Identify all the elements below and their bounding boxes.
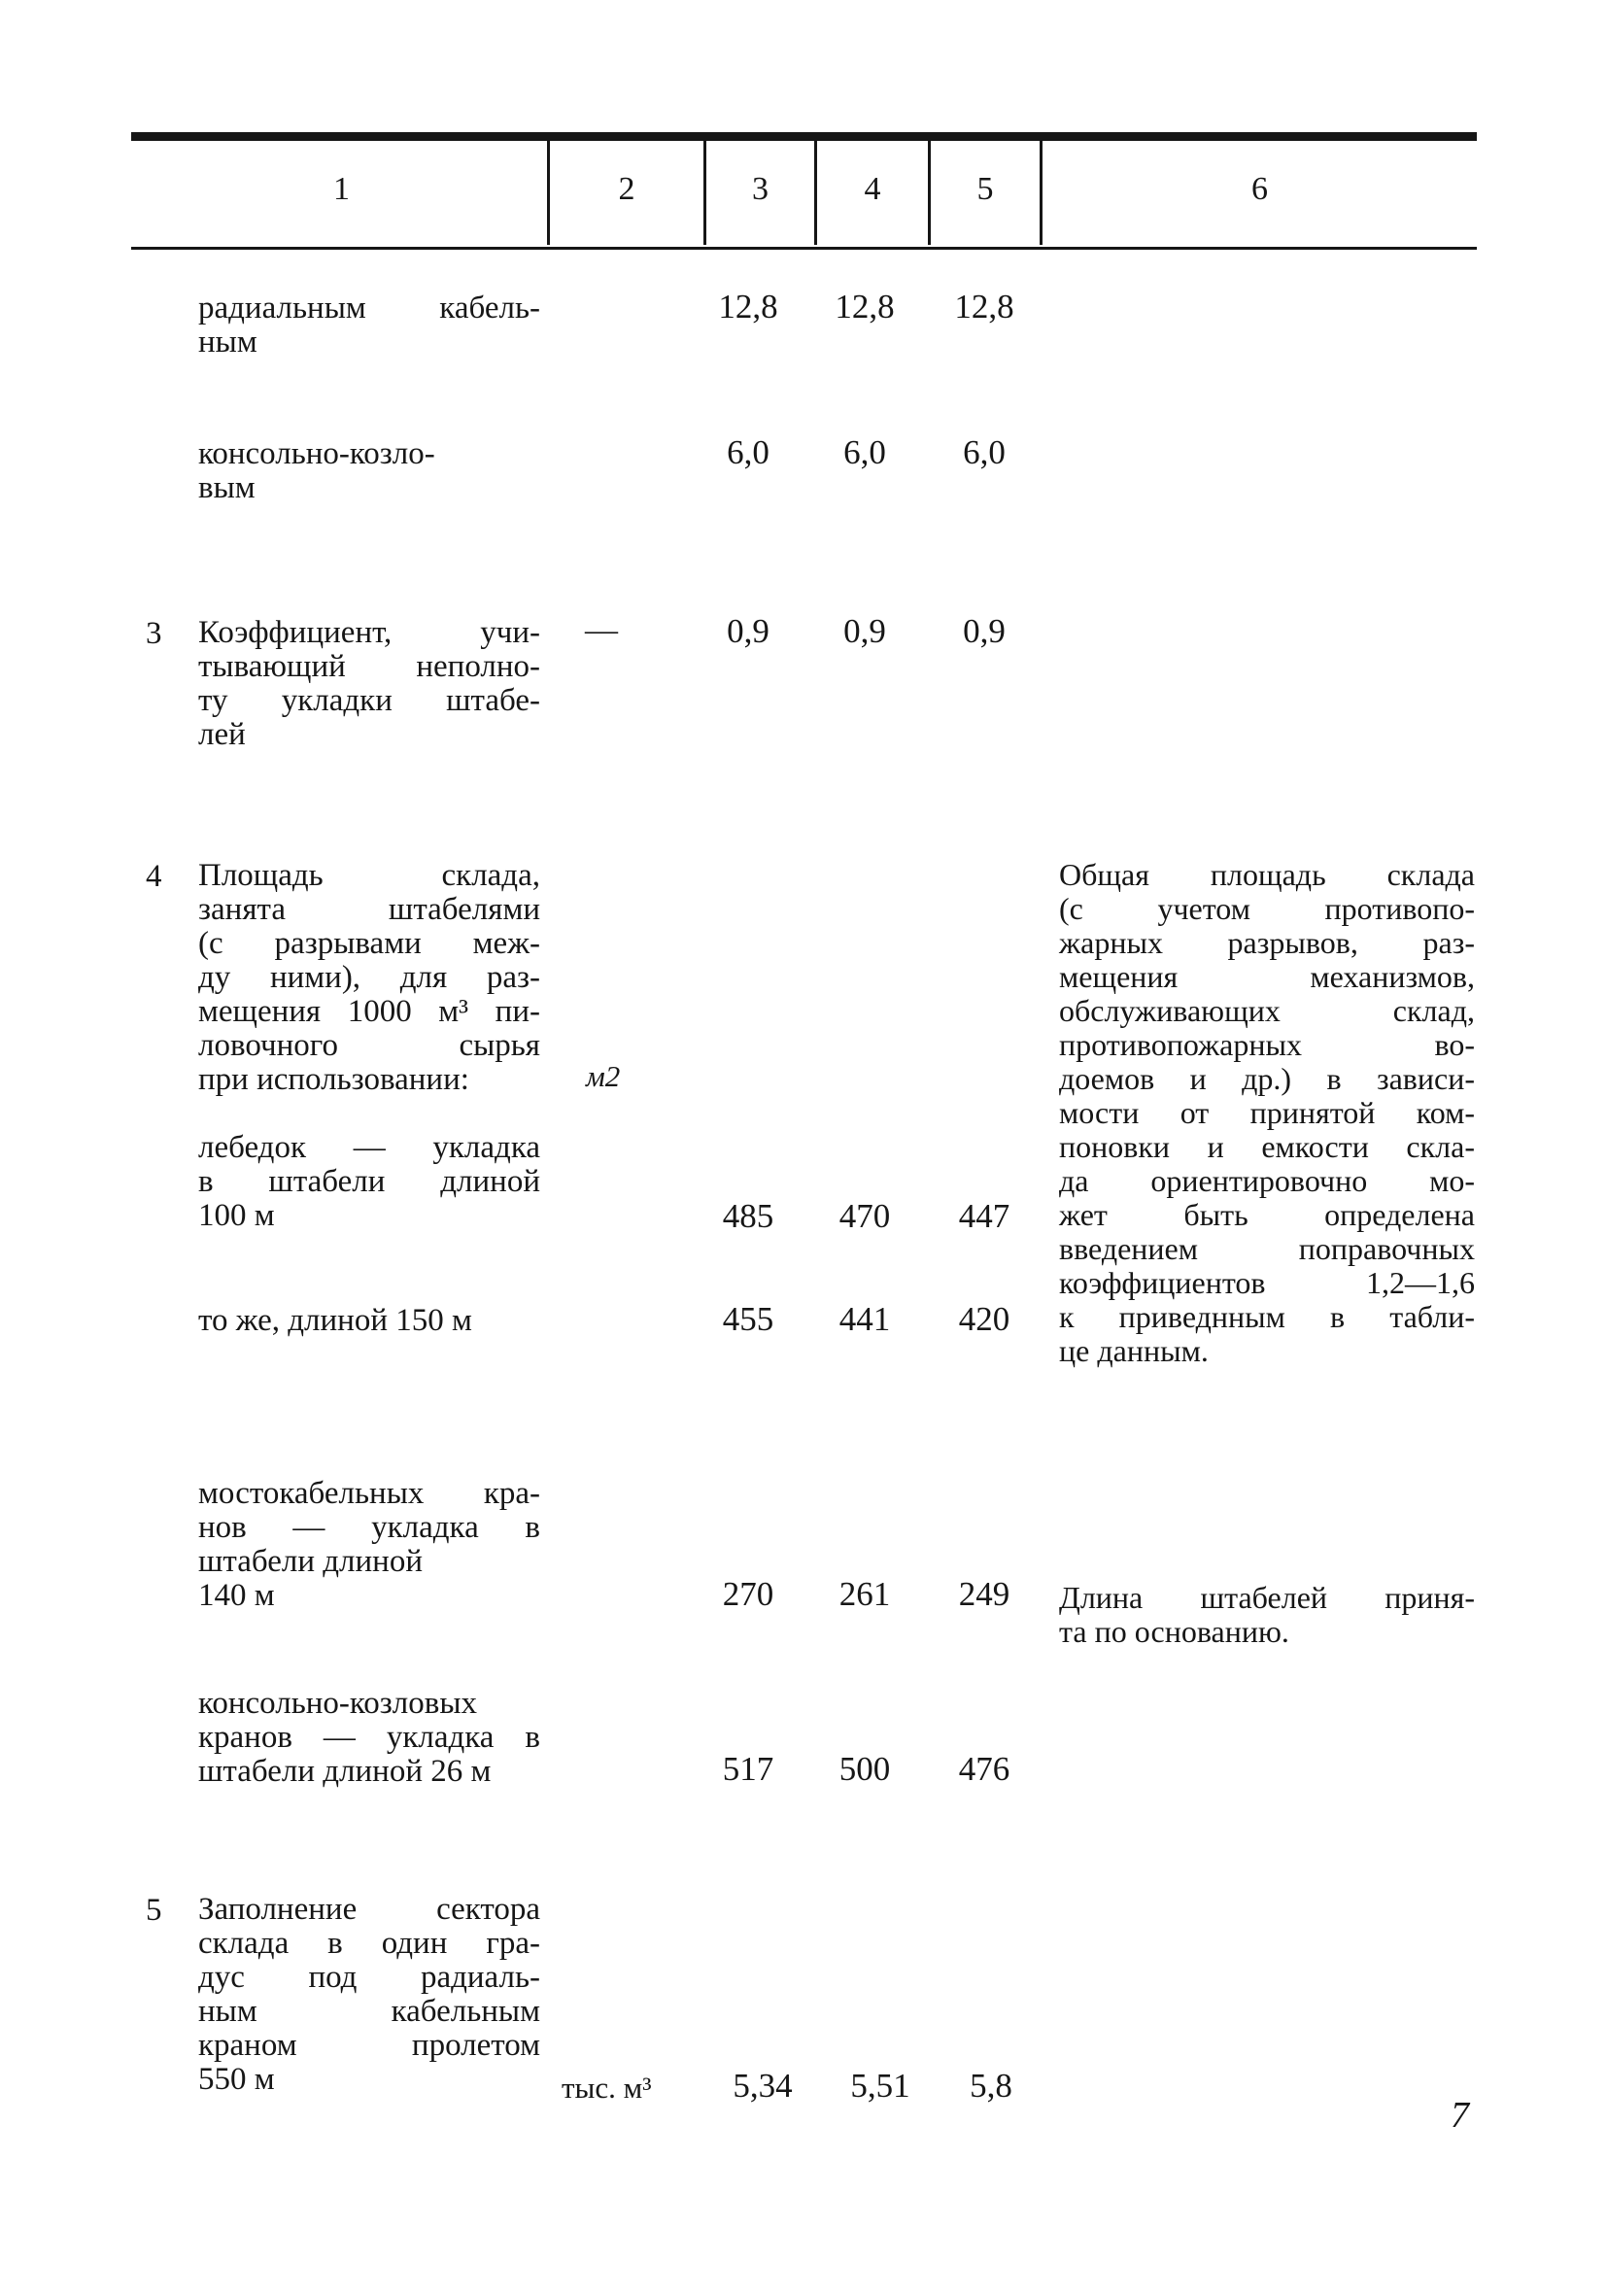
row-3-unit: —: [585, 612, 618, 648]
row-gantry-label: консольно-козловых кранов — укладка в штабели длиной 26 м: [198, 1686, 540, 1789]
table-top-rule: [131, 132, 1477, 141]
row-bridge-col3: 270: [722, 1575, 774, 1613]
row-bridge-label: мостокабельных кра- нов — укладка в штабели длиной 140 м: [198, 1476, 540, 1613]
row-bridge-note: Длина штабелей приня- та по основанию.: [1059, 1580, 1475, 1649]
row-3-col3: 0,9: [727, 612, 769, 650]
row-winch100-col5: 447: [958, 1197, 1010, 1235]
row-console-col5: 6,0: [963, 433, 1006, 471]
row-console-col3: 6,0: [727, 433, 769, 471]
row-console-label: консольно-козло- вым: [198, 436, 435, 505]
row-3-col5: 0,9: [963, 612, 1006, 650]
row-number: 3: [146, 616, 162, 651]
header-col-3: 3: [752, 171, 769, 207]
row-winch100-label: лебедок — укладка в штабели длиной 100 м: [198, 1130, 540, 1233]
row-radial-col4: 12,8: [835, 288, 895, 326]
header-col-6: 6: [1251, 171, 1268, 207]
row-5-unit: тыс. м³: [562, 2071, 652, 2105]
row-radial-col3: 12,8: [718, 288, 778, 326]
row-winch150-col5: 420: [958, 1300, 1010, 1338]
row-bridge-col5: 249: [958, 1575, 1010, 1613]
row-winch100-col3: 485: [722, 1197, 774, 1235]
row-radial-col5: 12,8: [954, 288, 1014, 326]
row-winch150-col4: 441: [838, 1300, 891, 1338]
row-gantry-col5: 476: [958, 1750, 1010, 1788]
row-radial-label: радиальным кабель- ным: [198, 291, 540, 360]
row-5-label: Заполнение сектора склада в один гра- дус под радиаль- ным кабельным краном пролетом 550 м: [198, 1892, 540, 2097]
row-5-col3: 5,34: [733, 2067, 793, 2105]
row-number: 5: [146, 1893, 162, 1928]
row-winch150-label: то же, длиной 150 м: [198, 1303, 472, 1338]
row-4-note: Общая площадь склада (с учетом противопо- жарных разрывов, раз- мещения механизмов, обслуживающих склад, противопожарных во- доемов и др.) в зависи- мости от принятой ком- поновки и емкости скла- да ориентировочно мо- жет быть определена введением поправочных коэффициентов 1,2—1,6 к приведнным в табли- це данным.: [1059, 857, 1475, 1368]
row-console-col4: 6,0: [843, 433, 886, 471]
header-col-1: 1: [333, 171, 350, 207]
table-header-rule: [131, 247, 1477, 250]
row-3-label: Коэффициент, учи- тывающий неполно- ту укладки штабе- лей: [198, 615, 540, 752]
header-col-4: 4: [864, 171, 881, 207]
page-number: 7: [1451, 2095, 1469, 2136]
row-gantry-col3: 517: [722, 1750, 774, 1788]
row-4-unit: м2: [586, 1059, 621, 1093]
row-bridge-col4: 261: [838, 1575, 891, 1613]
row-4-label: Площадь склада, занята штабелями (с разрывами меж- ду ними), для раз- мещения 1000 м³ пи- ловочного сырья при использовании:: [198, 858, 540, 1097]
row-5-col5: 5,8: [970, 2067, 1012, 2105]
row-5-col4: 5,51: [850, 2067, 910, 2105]
row-number: 4: [146, 859, 162, 894]
row-gantry-col4: 500: [838, 1750, 891, 1788]
row-3-col4: 0,9: [843, 612, 886, 650]
row-winch100-col4: 470: [838, 1197, 891, 1235]
header-col-2: 2: [618, 171, 635, 207]
row-winch150-col3: 455: [722, 1300, 774, 1338]
header-col-5: 5: [976, 171, 994, 207]
